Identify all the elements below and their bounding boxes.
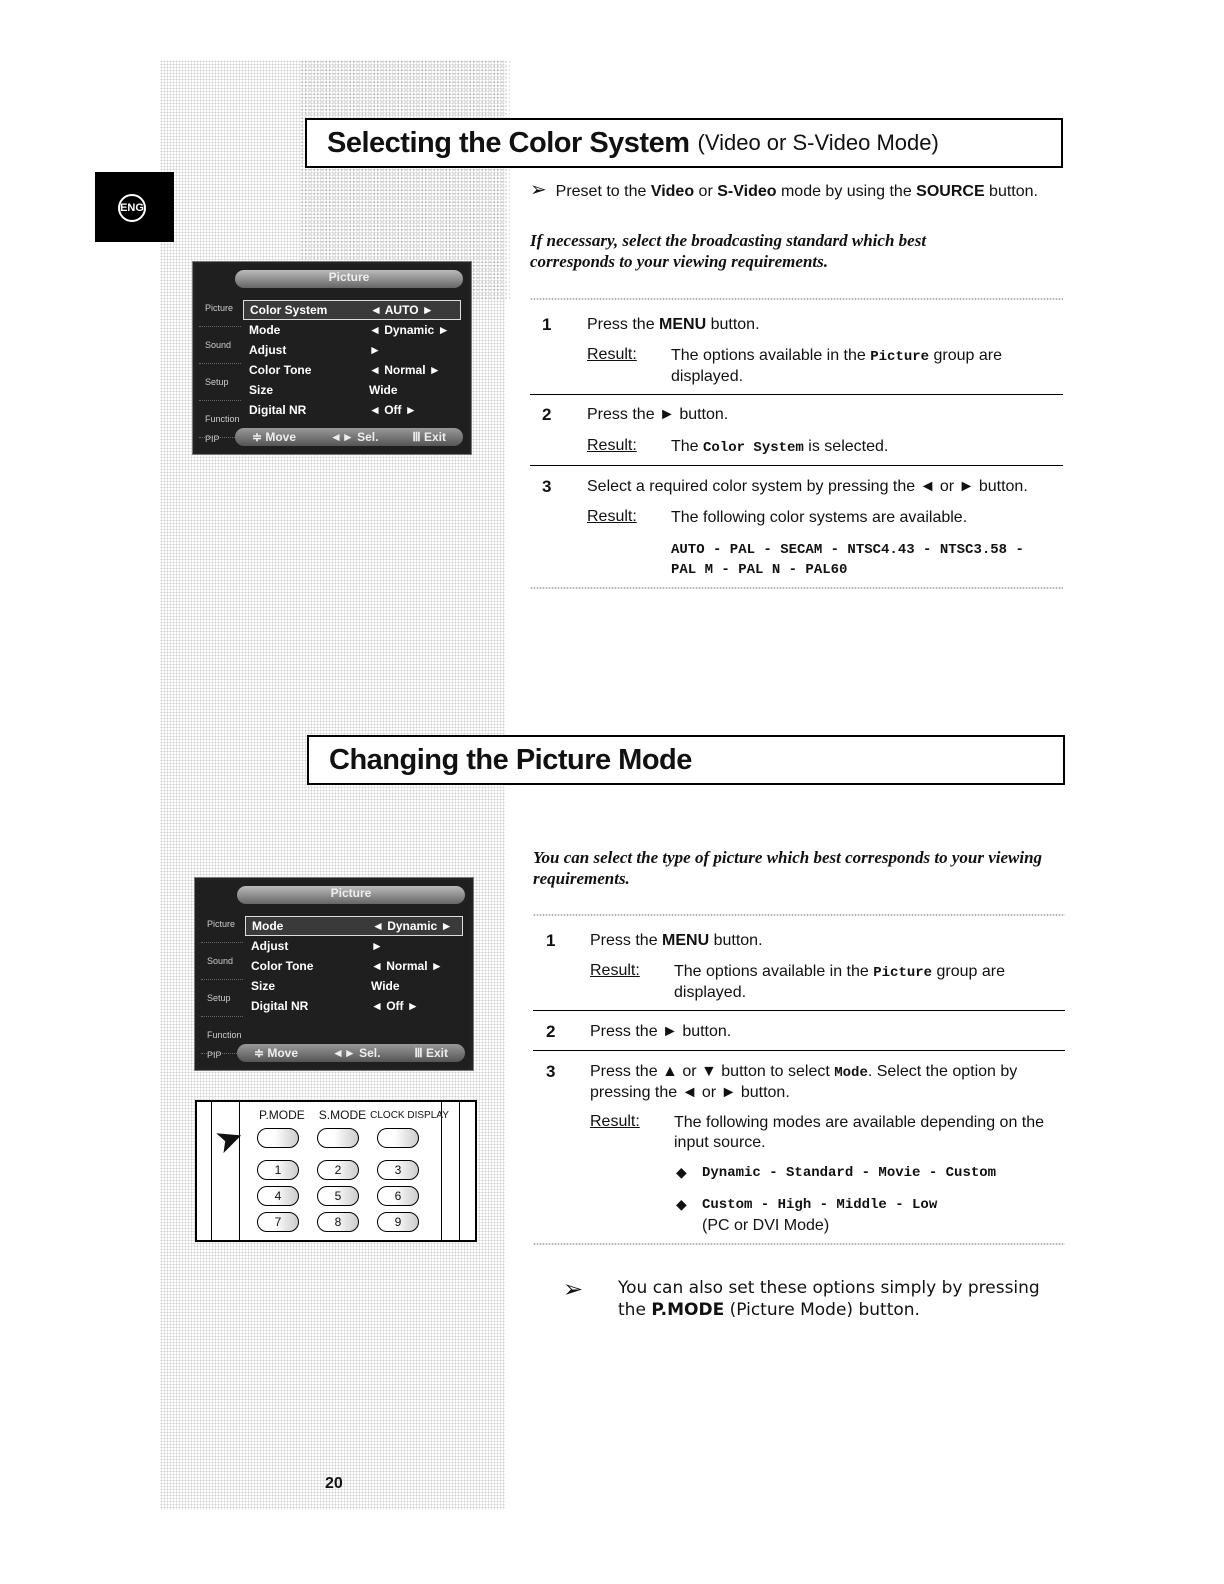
step-number: 3 [546, 1062, 556, 1081]
step-number: 3 [542, 477, 552, 496]
remote-number-key: 6 [377, 1186, 419, 1206]
section-title-color-system [305, 118, 1063, 168]
remote-pmode-key [257, 1128, 299, 1148]
remote-control-illustration [195, 1100, 477, 1242]
osd-menu-picture [193, 262, 471, 454]
remote-label: CLOCK DISPLAY [370, 1110, 449, 1121]
step-3-text: Press the ▲ or ▼ button to select Mode. Select the option by pressing the ◄ or ► button. [590, 1063, 1018, 1101]
osd-side-item-pip: PIP [205, 434, 220, 444]
step-1-result: The options available in the Picture group are displayed. [674, 963, 1005, 1001]
step-2-result: The Color System is selected. [671, 438, 889, 456]
divider [533, 1010, 1065, 1011]
remote-number-key: 4 [257, 1186, 299, 1206]
osd-side-item: Sound [201, 943, 243, 980]
osd-side-menu [199, 290, 241, 426]
remote-number-key: 9 [377, 1212, 419, 1232]
osd-row: Digital NR ◄ Off ► [249, 403, 417, 417]
step-number: 1 [546, 931, 556, 950]
section1-intro: If necessary, select the broadcasting standard which best corresponds to your viewing requirements. [530, 231, 927, 271]
osd-side-item: Sound [199, 327, 241, 364]
remote-number-key: 8 [317, 1212, 359, 1232]
osd-side-menu [201, 906, 243, 1042]
divider [530, 298, 1063, 300]
divider [530, 587, 1063, 589]
osd-row-selected: Color System ◄ AUTO ► [243, 300, 461, 320]
remote-labels [259, 1108, 449, 1122]
osd-side-item: Function [201, 1017, 243, 1054]
osd-row: Size Wide [249, 383, 398, 397]
step-1-text: Press the MENU button. [587, 316, 760, 333]
remote-smode-key [317, 1128, 359, 1148]
osd-side-item-pip: PIP [207, 1050, 222, 1060]
result-label: Result: [587, 437, 637, 454]
section-title-text: Changing the Picture Mode [329, 743, 692, 776]
result-label: Result: [590, 962, 640, 979]
remote-number-key: 5 [317, 1186, 359, 1206]
remote-clock-key [377, 1128, 419, 1148]
osd-menu-picture [195, 878, 473, 1070]
osd-side-item: Function [199, 401, 241, 438]
language-tab [95, 172, 174, 242]
divider [530, 394, 1063, 395]
step-2-text: Press the ► button. [590, 1023, 732, 1040]
result-label: Result: [587, 346, 637, 363]
remote-number-key: 1 [257, 1160, 299, 1180]
mode-list-2: Custom - High - Middle - Low [702, 1197, 938, 1213]
arrow-icon: ➢ [563, 1276, 584, 1303]
remote-label: S.MODE [318, 1108, 367, 1122]
step-number: 2 [546, 1022, 556, 1041]
osd-menu-title: Picture [237, 886, 465, 904]
page-number: 20 [325, 1475, 343, 1492]
osd-row: Digital NR ◄ Off ► [251, 999, 419, 1013]
step-1-text: Press the MENU button. [590, 932, 763, 949]
step-3-result: The following modes are available depending on the input source. [674, 1114, 1045, 1151]
osd-footer: ≑ Move ◄► Sel. Ⅲ Exit [237, 1044, 465, 1062]
diamond-bullet-icon: ◆ [676, 1196, 687, 1212]
step-number: 1 [542, 315, 552, 334]
divider [530, 465, 1063, 466]
osd-side-item: Picture [199, 290, 241, 327]
osd-row: Size Wide [251, 979, 400, 993]
section-subtitle: (Video or S-Video Mode) [697, 130, 939, 155]
language-badge: ENG [118, 194, 146, 222]
osd-side-item: Setup [201, 980, 243, 1017]
result-label: Result: [587, 508, 637, 525]
osd-side-item: Picture [201, 906, 243, 943]
osd-row-selected: Mode ◄ Dynamic ► [245, 916, 463, 936]
remote-number-key: 3 [377, 1160, 419, 1180]
divider [533, 914, 1065, 916]
step-1-result: The options available in the Picture group are displayed. [671, 347, 1002, 385]
section2-intro: You can select the type of picture which best corresponds to your viewing requirements. [533, 848, 1043, 888]
step-number: 2 [542, 405, 552, 424]
section-title-picture-mode [307, 735, 1065, 785]
pointer-arrow-icon: ➤ [212, 1119, 248, 1160]
step-2-text: Press the ► button. [587, 406, 729, 423]
mode-list-2-note: (PC or DVI Mode) [702, 1217, 830, 1234]
divider [533, 1050, 1065, 1051]
osd-side-item: Setup [199, 364, 241, 401]
remote-number-key: 2 [317, 1160, 359, 1180]
step-3-text: Select a required color system by pressing the ◄ or ► button. [587, 478, 1028, 495]
divider [533, 1243, 1065, 1245]
preset-instruction: ➢ Preset to the Video or S-Video mode by using the SOURCE button. [530, 179, 1038, 201]
section-title-text: Selecting the Color System [327, 126, 690, 159]
osd-row: Color Tone ◄ Normal ► [251, 959, 443, 973]
pmode-note: You can also set these options simply by pressing the P.MODE (Picture Mode) button. [618, 1278, 1040, 1320]
osd-row: Adjust ► [249, 343, 381, 357]
osd-row: Mode ◄ Dynamic ► [249, 323, 450, 337]
color-systems-list: AUTO - PAL - SECAM - NTSC4.43 - NTSC3.58 - PAL M - PAL N - PAL60 [671, 542, 1024, 578]
step-3-result: The following color systems are available. [671, 509, 968, 526]
osd-row: Color Tone ◄ Normal ► [249, 363, 441, 377]
arrow-icon: ➢ [530, 179, 547, 201]
result-label: Result: [590, 1113, 640, 1130]
osd-menu-title: Picture [235, 270, 463, 288]
osd-row: Adjust ► [251, 939, 383, 953]
remote-number-key: 7 [257, 1212, 299, 1232]
osd-footer: ≑ Move ◄► Sel. Ⅲ Exit [235, 428, 463, 446]
diamond-bullet-icon: ◆ [676, 1164, 687, 1180]
remote-label: P.MODE [259, 1108, 305, 1122]
mode-list-1: Dynamic - Standard - Movie - Custom [702, 1165, 997, 1181]
